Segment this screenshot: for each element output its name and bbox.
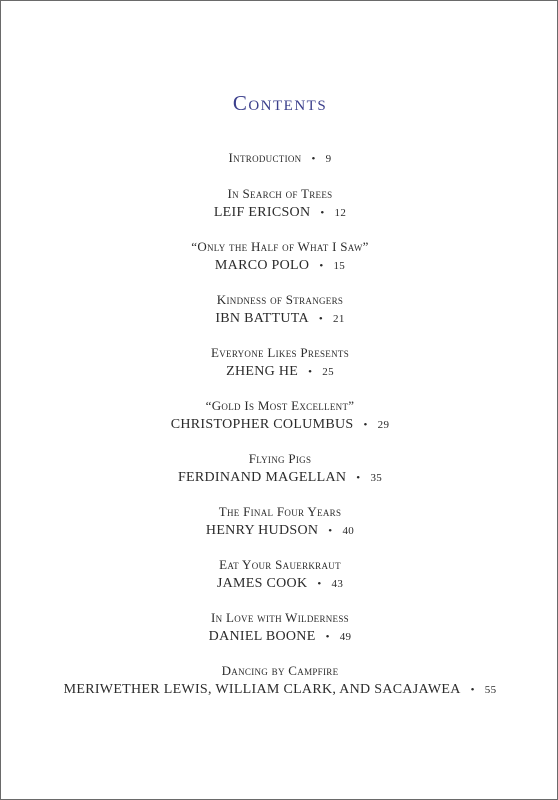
toc-page-number: 12 — [334, 207, 347, 219]
toc-page-number: 40 — [342, 525, 355, 537]
bullet-separator: • — [470, 684, 475, 696]
toc-list — [1, 149, 558, 715]
toc-line — [1, 521, 558, 541]
toc-page-number: 29 — [377, 419, 390, 431]
chapter-title: Dancing by Campfire — [221, 663, 339, 678]
toc-entry — [1, 344, 558, 382]
explorer-name: IBN BATTUTA — [215, 311, 309, 326]
toc-page-number: 25 — [322, 366, 334, 378]
bullet-separator: • — [325, 631, 330, 643]
toc-line — [1, 309, 558, 329]
bullet-separator: • — [318, 313, 324, 325]
toc-line — [1, 468, 558, 488]
toc-entry — [1, 556, 558, 594]
bullet-separator: • — [319, 260, 324, 272]
toc-page-number: 35 — [370, 472, 383, 484]
toc-line — [1, 362, 558, 382]
toc-entry — [1, 291, 558, 329]
chapter-title: In Love with Wilderness — [211, 610, 349, 625]
bullet-separator: • — [363, 419, 368, 431]
toc-entry — [1, 503, 558, 541]
chapter-title: Everyone Likes Presents — [210, 345, 350, 360]
toc-page-number: 9 — [325, 153, 332, 165]
chapter-title: “Gold Is Most Excellent” — [205, 398, 355, 413]
toc-page-number: 15 — [333, 260, 346, 272]
toc-entry — [1, 397, 558, 435]
toc-page-number: 49 — [339, 631, 352, 643]
toc-line — [1, 256, 558, 276]
toc-line — [1, 627, 558, 647]
toc-line — [1, 680, 558, 700]
bullet-separator: • — [311, 153, 316, 165]
explorer-name: JAMES COOK — [216, 576, 308, 591]
toc-entry-introduction — [1, 149, 558, 168]
toc-page-number: 55 — [484, 684, 497, 696]
explorer-name: FERDINAND MAGELLAN — [177, 470, 347, 485]
explorer-name: MARCO POLO — [214, 258, 310, 273]
toc-entry — [1, 238, 558, 276]
explorer-name: DANIEL BOONE — [208, 629, 316, 644]
chapter-list — [1, 185, 558, 700]
bullet-separator: • — [356, 472, 361, 484]
toc-entry — [1, 185, 558, 223]
toc-entry — [1, 609, 558, 647]
toc-intro-label: Introduction — [228, 150, 302, 165]
bullet-separator: • — [317, 578, 322, 590]
explorer-name: CHRISTOPHER COLUMBUS — [170, 417, 354, 432]
toc-line — [1, 574, 558, 594]
toc-entry — [1, 662, 558, 700]
toc-line — [1, 203, 558, 223]
explorer-name: LEIF ERICSON — [213, 205, 311, 220]
chapter-title: Eat Your Sauerkraut — [219, 557, 341, 572]
bullet-separator: • — [308, 366, 313, 378]
toc-line — [1, 415, 558, 435]
toc-page-number: 43 — [331, 578, 344, 590]
explorer-name: HENRY HUDSON — [205, 523, 319, 538]
toc-page-number: 21 — [333, 313, 345, 325]
toc-entry — [1, 450, 558, 488]
bullet-separator: • — [320, 207, 325, 219]
bullet-separator: • — [328, 525, 333, 537]
chapter-title: The Final Four Years — [218, 504, 342, 519]
chapter-title: In Search of Trees — [227, 186, 333, 201]
explorer-name: ZHENG HE — [226, 364, 299, 379]
chapter-title: Kindness of Strangers — [216, 292, 344, 307]
chapter-title: Flying Pigs — [248, 451, 312, 466]
toc-line — [1, 149, 558, 168]
explorer-name: MERIWETHER LEWIS, WILLIAM CLARK, AND SACAJAWEA — [63, 682, 461, 697]
chapter-title: “Only the Half of What I Saw” — [191, 239, 369, 254]
page-title: Contents — [232, 91, 328, 115]
